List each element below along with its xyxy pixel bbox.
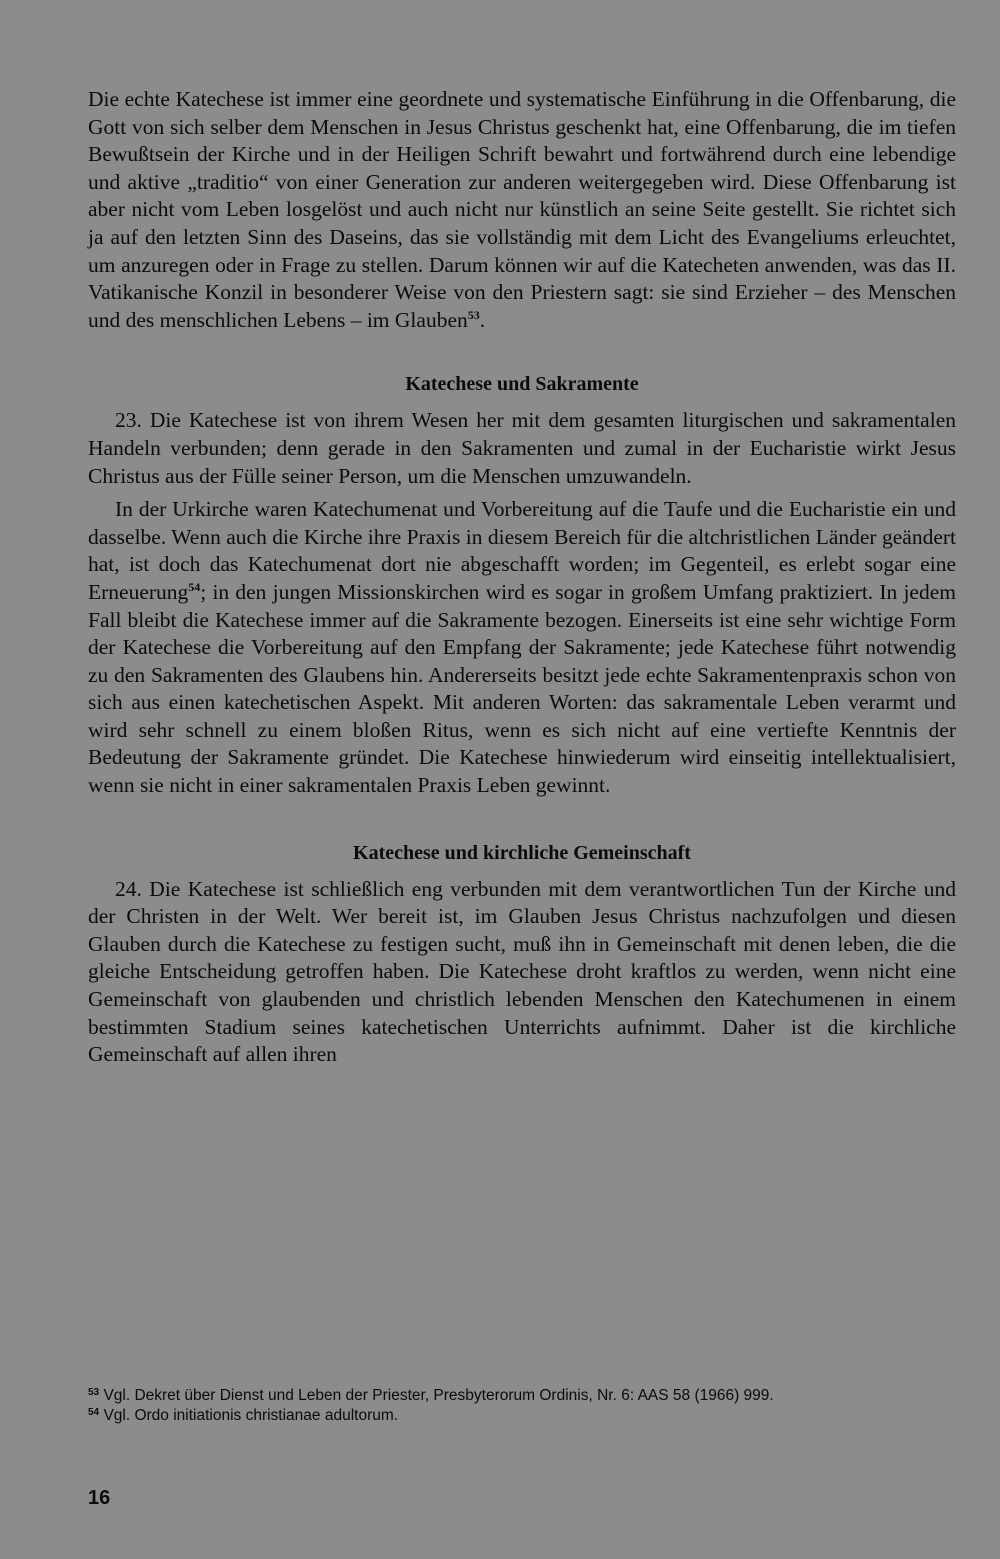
- footnote-53: [88, 1386, 956, 1406]
- footnote-num-54: 54: [88, 1407, 100, 1418]
- heading-sakramente: Katechese und Sakramente: [405, 373, 639, 396]
- footnote-text-53: Vgl. Dekret über Dienst und Leben der Priester, Presbyterorum Ordinis, Nr. 6: AAS 58 (1966) 999.: [103, 1387, 774, 1404]
- intro-end: .: [479, 307, 486, 332]
- footnote-54: [88, 1406, 956, 1426]
- footnotes: [88, 1386, 956, 1426]
- paragraph-24: 24. Die Katechese ist schließlich eng verbunden mit dem verantwortlichen Tun der Kirche und der Christen in der Welt. Wer bereit ist, im Glauben Jesus Christus nachzufolgen und diesen Glauben durch die Katechese zu festigen sucht, muß ihn in Gemeinschaft mit denen leben, die die gleiche Entscheidung getroffen haben. Die Katechese droht kraftlos zu werden, wenn nicht eine Gemeinschaft von glaubenden und christlich lebenden Menschen den Katechumenen in einem bestimmten Stadium seines katechetischen Unterrichts aufnimmt. Daher ist die kirchliche Gemeinschaft auf allen ihren: [88, 876, 956, 1067]
- footnote-text-54: Vgl. Ordo initiationis christianae adultorum.: [103, 1407, 399, 1424]
- page-number: 16: [88, 1487, 111, 1509]
- paragraph-urkirche-b: ; in den jungen Missionskirchen wird es sogar in großem Umfang praktiziert. In jedem Fall bleibt die Katechese immer auf die Sakramente bezogen. Einerseits ist eine sehr wichtige Form der Katechese die Vorbereitung auf den Empfang der Sakramente; jede Katechese führt notwendig zu den Sakramenten des Glaubens hin. Andererseits besitzt jede echte Sakramentenpraxis schon von sich aus einen katechetischen Aspekt. Mit anderen Worten: das sakramentale Leben verarmt und wird sehr schnell zu einem bloßen Ritus, wenn es sich nicht auf eine vertiefte Kenntnis der Bedeutung der Sakramente gründet. Die Katechese hinwiederum wird einseitig intellektualisiert, wenn sie nicht in einer sakramentalen Praxis Leben gewinnt.: [88, 579, 956, 798]
- paragraph-urkirche-a: In der Urkirche waren Katechumenat und Vorbereitung auf die Taufe und die Eucharistie ein und dasselbe. Wenn auch die Kirche ihre Praxis in diesem Bereich für die altchristlichen Länder geändert hat, ist doch das Katechumenat dort nie abgeschafft worden; im Gegenteil, es erlebt sogar eine Erneuerung: [88, 497, 956, 604]
- page-body: [88, 86, 956, 1069]
- footnote-num-53: 53: [88, 1387, 100, 1398]
- intro-paragraph: [88, 86, 956, 334]
- intro-text: Die echte Katechese ist immer eine geordnete und systematische Einführung in die Offenbarung, die Gott von sich selber dem Menschen in Jesus Christus geschenkt hat, eine Offenbarung, die im tiefen Bewußtsein der Kirche und in der Heiligen Schrift bewahrt und fortwährend durch eine lebendige und aktive „traditio“ von einer Generation zur anderen weitergegeben wird. Diese Offenbarung ist aber nicht vom Leben losgelöst und auch nicht nur künstlich an seine Seite gestellt. Sie richtet sich ja auf den letzten Sinn des Daseins, das sie vollständig mit dem Licht des Evangeliums erleuchtet, um anzuregen oder in Frage zu stellen. Darum können wir auf die Katecheten anwenden, was das II. Vatikanische Konzil in besonderer Weise von den Priestern sagt: sie sind Erzieher – des Menschen und des menschlichen Lebens – im Glauben: [88, 87, 956, 332]
- paragraph-23: 23. Die Katechese ist von ihrem Wesen her mit dem gesamten liturgischen und sakramentalen Handeln verbunden; denn gerade in den Sakramenten und zumal in der Eucharistie wirkt Jesus Christus aus der Fülle seiner Person, um die Menschen umzuwandeln.: [88, 408, 956, 488]
- footnote-ref-54: 54: [188, 579, 201, 594]
- footnote-ref-53: 53: [467, 307, 480, 322]
- paragraph-urkirche: [88, 496, 956, 800]
- heading-gemeinschaft: Katechese und kirchliche Gemeinschaft: [353, 841, 691, 864]
